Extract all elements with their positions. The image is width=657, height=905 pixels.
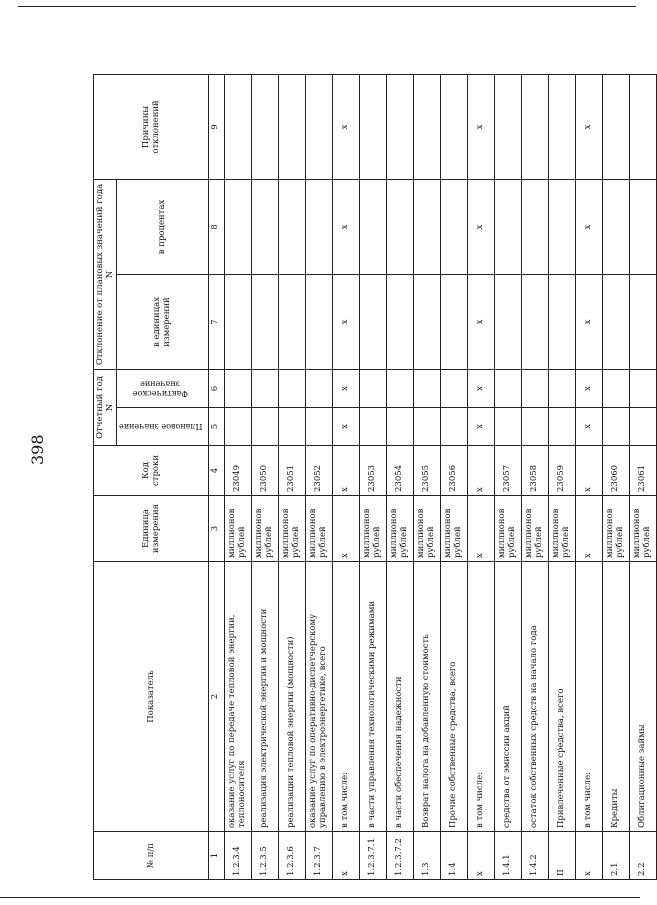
row-reasons — [386, 74, 413, 179]
row-dev-percent — [278, 179, 305, 274]
row-indicator: остаток собственных средств на начало года — [521, 562, 548, 832]
row-dev-percent — [305, 179, 332, 274]
row-actual — [413, 369, 440, 407]
row-dev-units — [440, 274, 467, 369]
row-planned — [359, 408, 386, 446]
row-num: x — [332, 832, 359, 880]
table-row — [629, 74, 656, 879]
top-rule — [18, 6, 636, 7]
header-actual — [117, 369, 208, 407]
row-code: 23054 — [386, 446, 413, 496]
row-actual — [386, 369, 413, 407]
row-dev-units — [521, 274, 548, 369]
column-number: 3 — [208, 496, 224, 562]
row-reasons — [224, 74, 251, 179]
table-row — [305, 74, 332, 879]
row-dev-percent: x — [332, 179, 359, 274]
row-dev-percent — [413, 179, 440, 274]
row-code: x — [575, 446, 602, 496]
row-actual — [521, 369, 548, 407]
row-indicator: Прочие собственные средства, всего — [440, 562, 467, 832]
row-num: 1.4.1 — [494, 832, 521, 880]
column-number: 2 — [208, 562, 224, 832]
row-indicator: реализация электрической энергии и мощности — [251, 562, 278, 832]
column-number: 1 — [208, 832, 224, 880]
row-planned — [521, 408, 548, 446]
row-unit: миллионов рублей — [251, 496, 278, 562]
header-code: Код строки — [94, 446, 209, 496]
row-dev-units — [602, 274, 629, 369]
row-dev-units — [629, 274, 656, 369]
row-indicator: в том числе: — [332, 562, 359, 832]
row-code: 23051 — [278, 446, 305, 496]
table-row — [521, 74, 548, 879]
header-planned-text: Плановое значение — [119, 422, 203, 432]
header-indicator: Показатель — [94, 562, 209, 832]
header-reporting-year: Отчетный год N — [94, 369, 117, 445]
row-code: 23059 — [548, 446, 575, 496]
row-actual: x — [332, 369, 359, 407]
row-unit: x — [332, 496, 359, 562]
row-reasons — [521, 74, 548, 179]
row-indicator: Возврат налога на добавленную стоимость — [413, 562, 440, 832]
row-reasons: x — [575, 74, 602, 179]
column-numbers-row — [208, 74, 224, 879]
row-dev-units: x — [467, 274, 494, 369]
row-dev-percent — [251, 179, 278, 274]
row-reasons — [413, 74, 440, 179]
row-dev-units: x — [575, 274, 602, 369]
row-dev-percent — [521, 179, 548, 274]
row-planned — [602, 408, 629, 446]
row-indicator: в том числе: — [575, 562, 602, 832]
row-unit: x — [575, 496, 602, 562]
row-planned — [629, 408, 656, 446]
row-unit: миллионов рублей — [413, 496, 440, 562]
header-num: № п/п — [94, 832, 209, 880]
report-table — [93, 74, 657, 880]
row-indicator: в части обеспечения надежности — [386, 562, 413, 832]
row-code: 23056 — [440, 446, 467, 496]
row-dev-units — [305, 274, 332, 369]
row-planned — [305, 408, 332, 446]
rotated-table-container — [93, 75, 652, 880]
row-planned — [386, 408, 413, 446]
row-reasons: x — [332, 74, 359, 179]
header-unit: Единица измерения — [94, 496, 209, 562]
row-num: x — [467, 832, 494, 880]
row-indicator: Привлеченные средства, всего — [548, 562, 575, 832]
row-planned — [440, 408, 467, 446]
row-unit: миллионов рублей — [224, 496, 251, 562]
row-num: 1.2.3.7.1 — [359, 832, 386, 880]
row-reasons — [602, 74, 629, 179]
row-num: 1.2.3.6 — [278, 832, 305, 880]
row-num: 1.2.3.5 — [251, 832, 278, 880]
row-actual — [224, 369, 251, 407]
table-row — [602, 74, 629, 879]
row-indicator: оказание услуг по передаче тепловой энергии, теплоносителя — [224, 562, 251, 832]
row-unit: миллионов рублей — [359, 496, 386, 562]
row-code: 23055 — [413, 446, 440, 496]
row-planned — [413, 408, 440, 446]
table-row — [224, 74, 251, 879]
table-row — [332, 74, 359, 879]
row-unit: миллионов рублей — [386, 496, 413, 562]
table-row — [386, 74, 413, 879]
bottom-rule — [0, 897, 640, 898]
table-row — [494, 74, 521, 879]
row-unit: миллионов рублей — [494, 496, 521, 562]
row-reasons — [548, 74, 575, 179]
row-num: 1.2.3.4 — [224, 832, 251, 880]
row-code: 23050 — [251, 446, 278, 496]
row-actual: x — [467, 369, 494, 407]
row-dev-units: x — [332, 274, 359, 369]
row-dev-units — [548, 274, 575, 369]
row-num: 1.2.3.7.2 — [386, 832, 413, 880]
header-dev-units: в единицах измерений — [117, 274, 208, 369]
row-dev-percent — [602, 179, 629, 274]
row-num: 1.4 — [440, 832, 467, 880]
row-indicator: оказание услуг по оперативно-диспетчерскому управлению в электроэнергетике, всего — [305, 562, 332, 832]
row-code: x — [467, 446, 494, 496]
row-planned: x — [467, 408, 494, 446]
row-dev-units — [278, 274, 305, 369]
row-reasons — [629, 74, 656, 179]
header-actual-text: Фактическое значение — [133, 379, 189, 399]
row-code: 23049 — [224, 446, 251, 496]
row-dev-percent — [548, 179, 575, 274]
row-actual: x — [575, 369, 602, 407]
row-code: 23052 — [305, 446, 332, 496]
row-num: 1.4.2 — [521, 832, 548, 880]
header-planned — [117, 408, 208, 446]
table-row — [548, 74, 575, 879]
row-reasons — [359, 74, 386, 179]
row-actual — [305, 369, 332, 407]
header-dev-percent: в процентах — [117, 179, 208, 274]
row-reasons — [494, 74, 521, 179]
row-dev-percent: x — [467, 179, 494, 274]
row-dev-percent — [224, 179, 251, 274]
row-code: 23058 — [521, 446, 548, 496]
table-body — [224, 74, 656, 879]
row-actual — [548, 369, 575, 407]
row-planned — [278, 408, 305, 446]
row-num: II — [548, 832, 575, 880]
row-unit: x — [467, 496, 494, 562]
row-dev-units — [359, 274, 386, 369]
table-row — [251, 74, 278, 879]
row-planned — [224, 408, 251, 446]
row-reasons — [440, 74, 467, 179]
row-actual — [251, 369, 278, 407]
row-unit: миллионов рублей — [602, 496, 629, 562]
row-code: 23057 — [494, 446, 521, 496]
row-reasons — [278, 74, 305, 179]
header-reasons: Причины отклонений — [94, 74, 209, 179]
row-unit: миллионов рублей — [629, 496, 656, 562]
row-dev-units — [413, 274, 440, 369]
row-code: 23060 — [602, 446, 629, 496]
row-indicator: реализации тепловой энергии (мощности) — [278, 562, 305, 832]
row-num: 1.3 — [413, 832, 440, 880]
row-indicator: в части управления технологическими режимами — [359, 562, 386, 832]
column-number: 6 — [208, 369, 224, 407]
row-code: 23053 — [359, 446, 386, 496]
row-planned: x — [575, 408, 602, 446]
row-dev-units — [224, 274, 251, 369]
column-number: 7 — [208, 274, 224, 369]
table-row — [467, 74, 494, 879]
row-actual — [440, 369, 467, 407]
row-planned: x — [332, 408, 359, 446]
row-dev-percent: x — [575, 179, 602, 274]
table-row — [575, 74, 602, 879]
row-actual — [602, 369, 629, 407]
table-row — [359, 74, 386, 879]
column-number: 4 — [208, 446, 224, 496]
row-planned — [548, 408, 575, 446]
row-unit: миллионов рублей — [548, 496, 575, 562]
column-number: 5 — [208, 408, 224, 446]
page-number: 398 — [28, 434, 47, 465]
row-dev-units — [386, 274, 413, 369]
row-dev-percent — [494, 179, 521, 274]
row-code: 23061 — [629, 446, 656, 496]
row-dev-units — [251, 274, 278, 369]
row-reasons — [251, 74, 278, 179]
row-unit: миллионов рублей — [278, 496, 305, 562]
row-actual — [629, 369, 656, 407]
table-row — [440, 74, 467, 879]
row-num: 1.2.3.7 — [305, 832, 332, 880]
row-num: x — [575, 832, 602, 880]
row-dev-percent — [386, 179, 413, 274]
table-row — [413, 74, 440, 879]
row-actual — [359, 369, 386, 407]
row-planned — [494, 408, 521, 446]
table-row — [278, 74, 305, 879]
header-deviation: Отклонение от плановых значений года N — [94, 179, 117, 369]
row-actual — [494, 369, 521, 407]
column-number: 8 — [208, 179, 224, 274]
row-indicator: Кредиты — [602, 562, 629, 832]
row-num: 2.2 — [629, 832, 656, 880]
row-dev-percent — [359, 179, 386, 274]
column-number: 9 — [208, 74, 224, 179]
row-indicator: Облигационные займы — [629, 562, 656, 832]
row-indicator: в том числе: — [467, 562, 494, 832]
row-reasons — [305, 74, 332, 179]
row-indicator: средства от эмиссии акций — [494, 562, 521, 832]
row-dev-units — [494, 274, 521, 369]
row-planned — [251, 408, 278, 446]
row-num: 2.1 — [602, 832, 629, 880]
row-dev-percent — [629, 179, 656, 274]
row-actual — [278, 369, 305, 407]
row-unit: миллионов рублей — [305, 496, 332, 562]
table-header — [94, 74, 225, 879]
row-unit: миллионов рублей — [521, 496, 548, 562]
row-dev-percent — [440, 179, 467, 274]
row-unit: миллионов рублей — [440, 496, 467, 562]
row-code: x — [332, 446, 359, 496]
row-reasons: x — [467, 74, 494, 179]
